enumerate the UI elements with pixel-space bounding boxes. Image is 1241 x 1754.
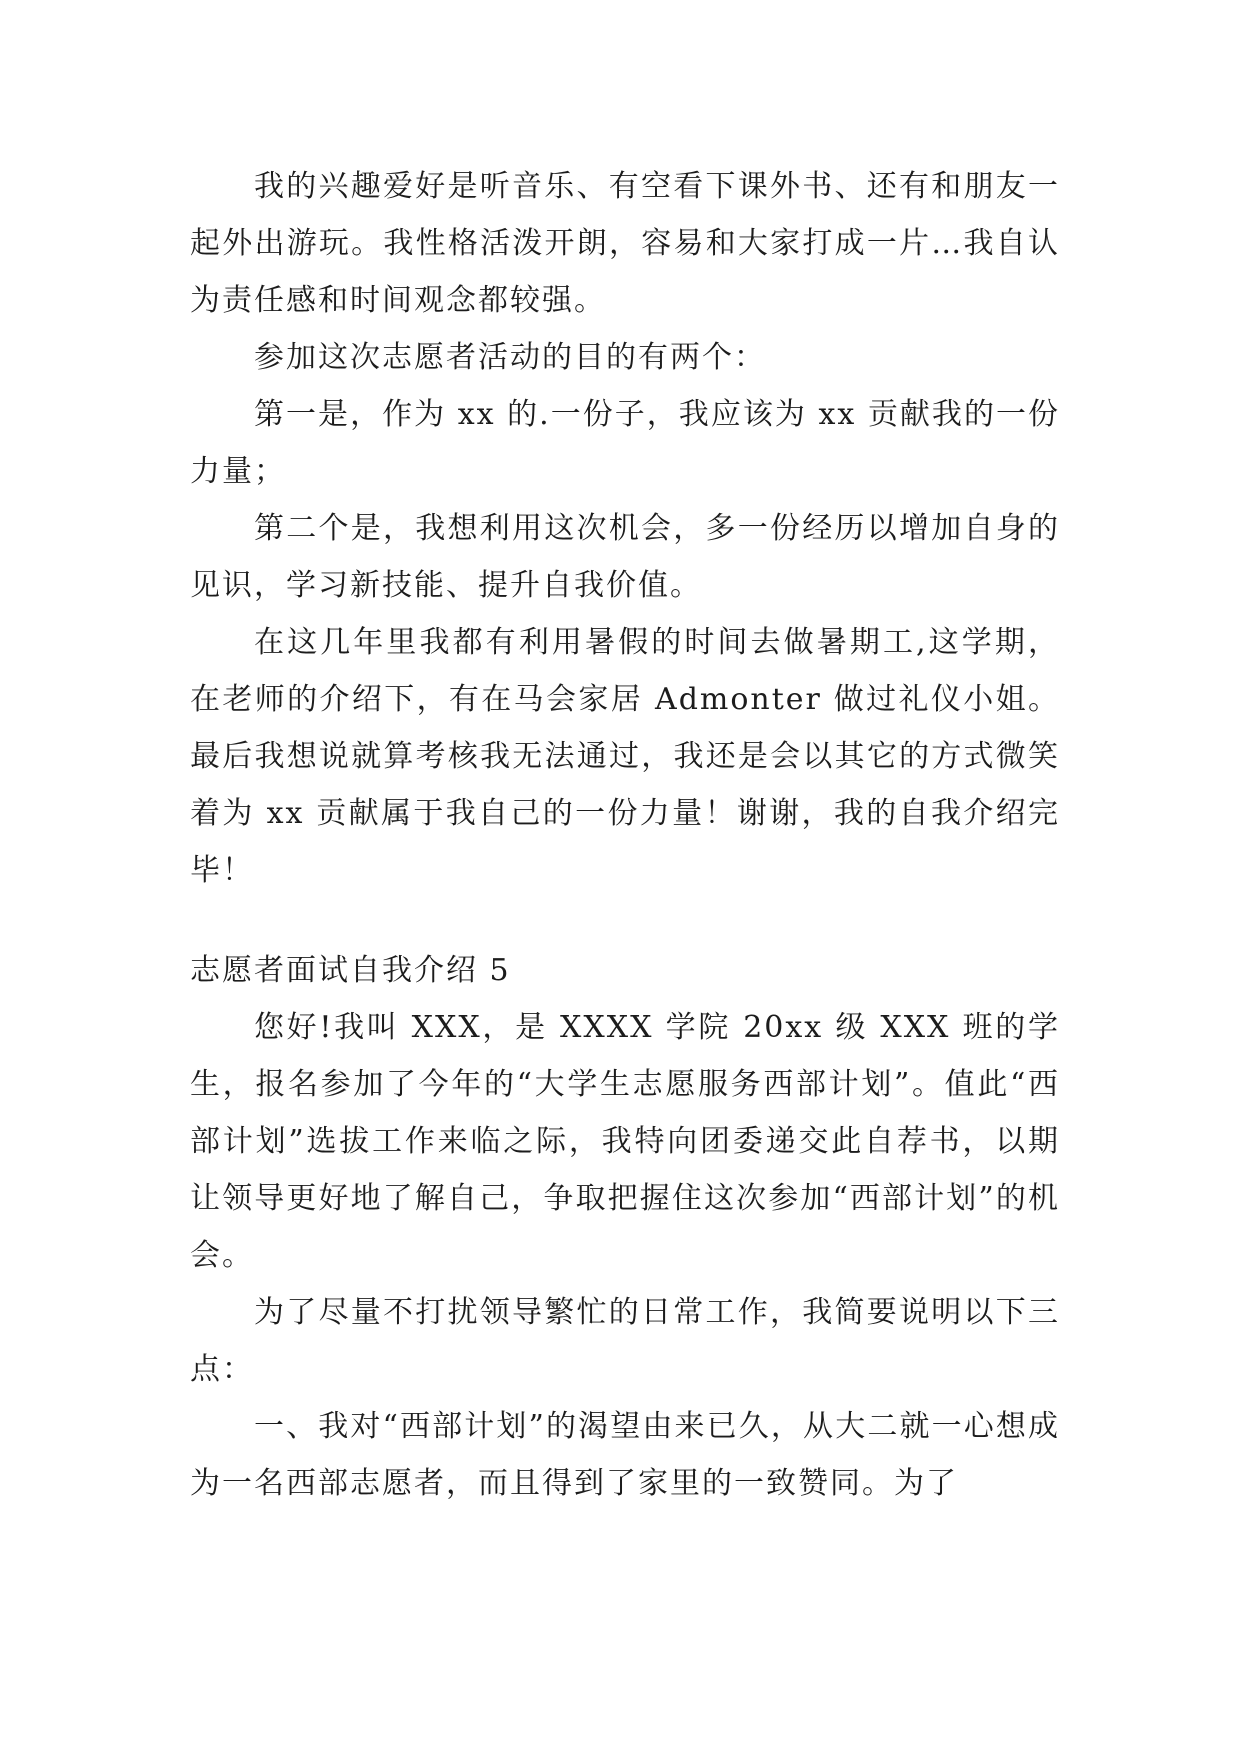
paragraph-purpose-second: 第二个是，我想利用这次机会，多一份经历以增加自身的见识，学习新技能、提升自我价值。 [190, 511, 1060, 603]
paragraph-purpose-first: 第一是，作为 xx 的.一份子，我应该为 xx 贡献我的一份力量； [190, 397, 1060, 489]
section-heading: 志愿者面试自我介绍 5 [190, 953, 511, 988]
paragraph-three-points-intro: 为了尽量不打扰领导繁忙的日常工作，我简要说明以下三点： [190, 1295, 1060, 1387]
paragraph-point-one: 一、我对“西部计划”的渴望由来已久，从大二就一心想成为一名西部志愿者，而且得到了家里的一致赞同。为了 [190, 1409, 1060, 1501]
document-body [190, 158, 1060, 1512]
paragraph-purpose-intro: 参加这次志愿者活动的目的有两个： [254, 340, 766, 375]
paragraph-hobbies: 我的兴趣爱好是听音乐、有空看下课外书、还有和朋友一起外出游玩。我性格活泼开朗，容易和大家打成一片…我自认为责任感和时间观念都较强。 [190, 169, 1060, 318]
paragraph-greeting: 您好!我叫 XXX，是 XXXX 学院 20xx 级 XXX 班的学生，报名参加了今年的“大学生志愿服务西部计划”。值此“西部计划”选拔工作来临之际，我特向团委递交此自荐书，以期让领导更好地了解自己，争取把握住这次参加“西部计划”的机会。 [190, 1010, 1060, 1273]
paragraph-experience: 在这几年里我都有利用暑假的时间去做暑期工,这学期，在老师的介绍下，有在马会家居 Admonter 做过礼仪小姐。最后我想说就算考核我无法通过，我还是会以其它的方式微笑着为 xx 贡献属于我自己的一份力量！谢谢，我的自我介绍完毕！ [190, 625, 1060, 888]
